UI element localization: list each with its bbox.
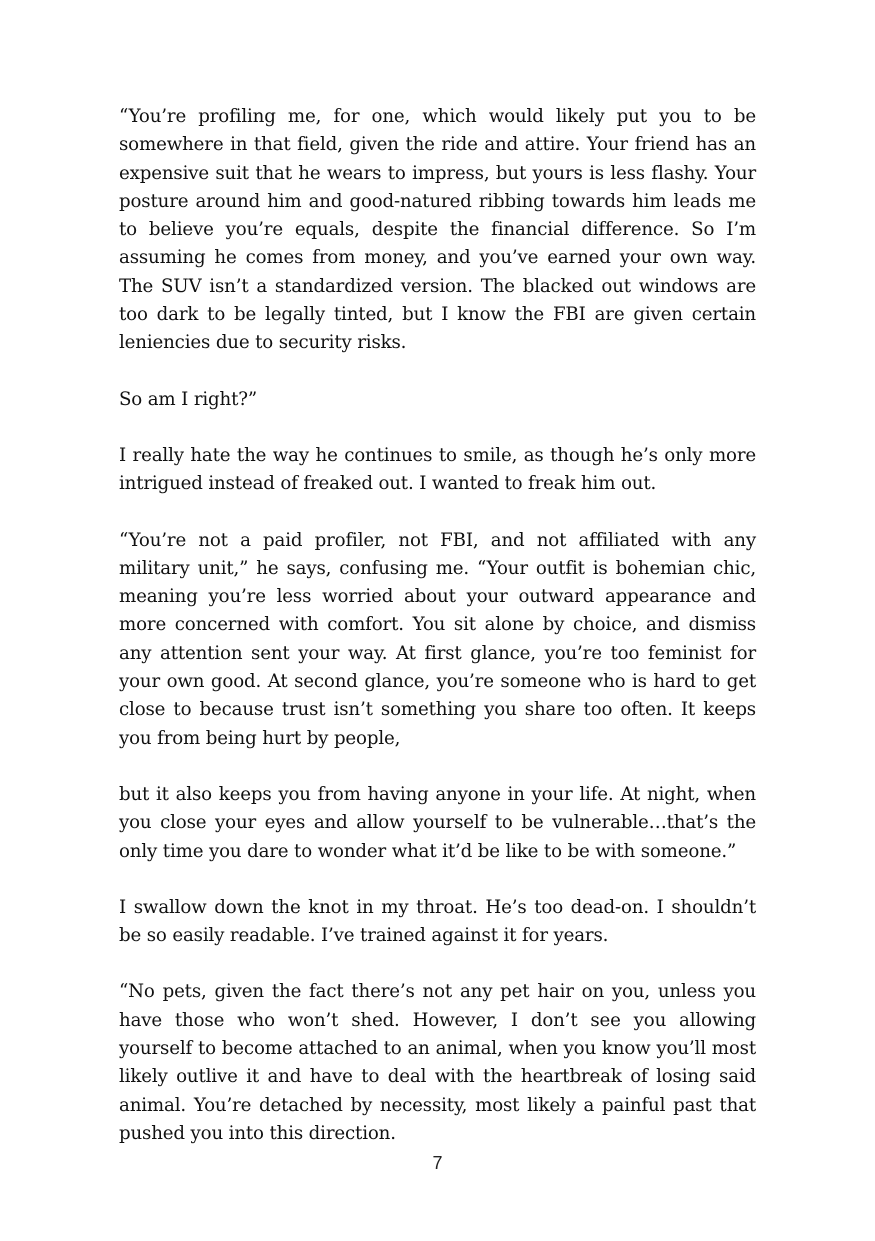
paragraph-5: but it also keeps you from having anyone in your life. At night, when you close your eyes and allow yourself to be vulnerable…that’s the only time you dare to wonder what it’d be like to be with someone.” <box>119 783 756 862</box>
body-text <box>119 103 756 1148</box>
paragraph-1: “You’re profiling me, for one, which would likely put you to be somewhere in that field, given the ride and attire. Your friend has an expensive suit that he wears to impress, but yours is less flashy. Your posture around him and good-natured ribbing towards him leads me to believe you’re equals, despite the financial difference. So I’m assuming he comes from money, and you’ve earned your own way. The SUV isn’t a standardized version. The blacked out windows are too dark to be legally tinted, but I know the FBI are given certain leniencies due to security risks. <box>119 106 756 354</box>
paragraph-3: I really hate the way he continues to smile, as though he’s only more intrigued instead of freaked out. I wanted to freak him out. <box>119 444 756 495</box>
paragraph-6: I swallow down the knot in my throat. He’s too dead-on. I shouldn’t be so easily readable. I’ve trained against it for years. <box>119 896 756 947</box>
paragraph-7: “No pets, given the fact there’s not any pet hair on you, unless you have those who won’t shed. However, I don’t see you allowing yourself to become attached to an animal, when you know you’ll most likely outlive it and have to deal with the heartbreak of losing said animal. You’re detached by necessity, most likely a painful past that pushed you into this direction. <box>119 981 756 1144</box>
page-number: 7 <box>432 1153 443 1173</box>
paragraph-2: So am I right?” <box>119 388 258 410</box>
paragraph-4: “You’re not a paid profiler, not FBI, and not affiliated with any military unit,” he says, confusing me. “Your outfit is bohemian chic, meaning you’re less worried about your outward appearance and more concerned with comfort. You sit alone by choice, and dismiss any attention sent your way. At first glance, you’re too feminist for your own good. At second glance, you’re someone who is hard to get close to because trust isn’t something you share too often. It keeps you from being hurt by people, <box>119 529 756 749</box>
